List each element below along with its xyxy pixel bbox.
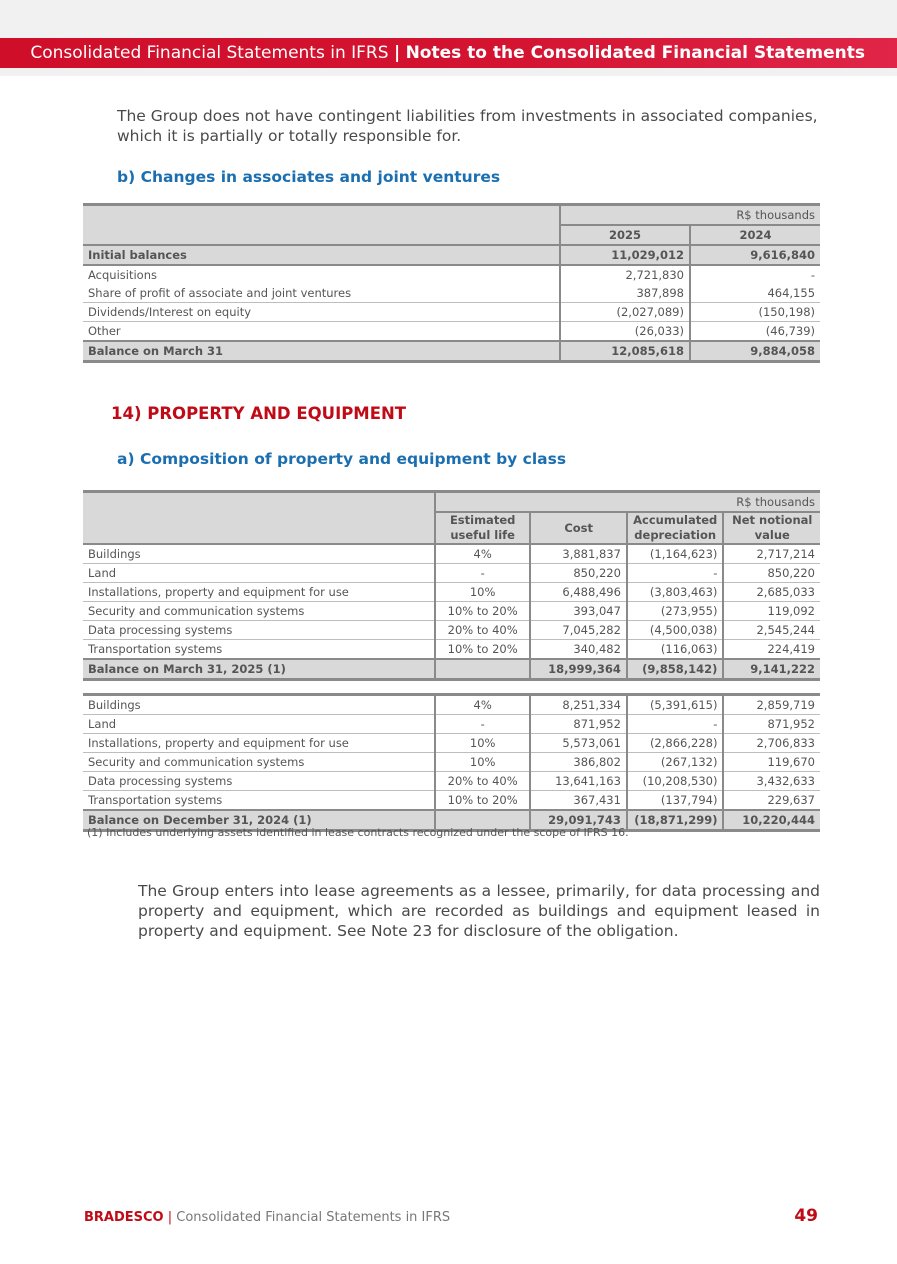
row-label: Share of profit of associate and joint ventures [83, 284, 560, 303]
row-useful-life: - [435, 715, 531, 734]
row-label: Other [88, 323, 121, 338]
row-useful-life [435, 659, 531, 680]
row-depreciation: (3,803,463) [627, 583, 724, 602]
table-row [83, 734, 820, 753]
row-net-value: 850,220 [723, 564, 820, 583]
table-row [83, 265, 820, 284]
row-net-value: 3,432,633 [723, 772, 820, 791]
row-cost: 850,220 [530, 564, 627, 583]
unit-label: R$ thousands [560, 205, 820, 226]
table-row [83, 564, 820, 583]
header-blank-cell [83, 492, 435, 545]
row-value-2024: 9,884,058 [690, 341, 820, 362]
row-net-value: 10,220,444 [723, 810, 820, 831]
page-number: 49 [794, 1206, 818, 1226]
row-value-2025: 387,898 [560, 284, 690, 303]
footer-brand: BRADESCO [84, 1210, 164, 1225]
header-blank-cell [83, 205, 560, 246]
row-net-value: 2,545,244 [723, 621, 820, 640]
table-row [83, 322, 820, 342]
row-useful-life: 10% [435, 753, 531, 772]
row-depreciation: (1,164,623) [627, 544, 724, 564]
table-row [83, 621, 820, 640]
row-value-2025: (26,033) [560, 322, 690, 342]
row-depreciation: (18,871,299) [627, 810, 724, 831]
row-label: Installations, property and equipment for use [83, 734, 435, 753]
table-total-row [83, 341, 820, 362]
row-cost: 3,881,837 [530, 544, 627, 564]
row-label: Security and communication systems [83, 753, 435, 772]
row-value-2024: 464,155 [690, 284, 820, 303]
table-row [83, 715, 820, 734]
row-label: Buildings [83, 695, 435, 715]
row-label: Security and communication systems [83, 602, 435, 621]
table-row [83, 640, 820, 660]
property-table-2024 [83, 693, 820, 832]
section-14a-title: a) Composition of property and equipment by class [117, 450, 567, 468]
row-depreciation: (4,500,038) [627, 621, 724, 640]
table-row [83, 753, 820, 772]
row-label: Transportation systems [88, 792, 223, 807]
table-row [83, 695, 820, 715]
row-useful-life: 10% [435, 734, 531, 753]
row-cost: 367,431 [530, 791, 627, 811]
row-value-2024: 9,616,840 [690, 245, 820, 265]
row-net-value: 119,670 [723, 753, 820, 772]
row-useful-life: 10% to 20% [435, 640, 531, 660]
row-value-2025: 11,029,012 [560, 245, 690, 265]
row-net-value: 2,859,719 [723, 695, 820, 715]
top-band [0, 0, 897, 38]
row-label: Balance on March 31 [83, 341, 560, 362]
table-header-unit-row [83, 205, 820, 226]
row-cost: 340,482 [530, 640, 627, 660]
row-cost: 7,045,282 [530, 621, 627, 640]
table-row [83, 791, 820, 811]
row-label: Land [83, 564, 435, 583]
table-row [83, 284, 820, 303]
row-net-value: 871,952 [723, 715, 820, 734]
row-net-value: 2,685,033 [723, 583, 820, 602]
row-label: Transportation systems [88, 641, 223, 656]
col-header-net-value: Net notional value [723, 512, 820, 544]
footer [84, 1210, 450, 1225]
table-footnote: (1) Includes underlying assets identified in lease contracts recognized under the scope of IFRS 16. [87, 826, 629, 839]
row-label: Data processing systems [83, 621, 435, 640]
intro-paragraph: The Group does not have contingent liabilities from investments in associated companies, which it is partially or totally responsible for. [117, 107, 818, 145]
row-cost: 29,091,743 [530, 810, 627, 831]
row-useful-life: 10% to 20% [435, 791, 531, 811]
row-value-2025: 2,721,830 [560, 265, 690, 284]
col-header-depreciation: Accumulated depreciation [627, 512, 724, 544]
section-14-title: 14) PROPERTY AND EQUIPMENT [111, 404, 407, 423]
row-net-value: 2,717,214 [723, 544, 820, 564]
row-depreciation: (9,858,142) [627, 659, 724, 680]
row-net-value: 224,419 [723, 640, 820, 660]
row-net-value: 9,141,222 [723, 659, 820, 680]
row-net-value: 119,092 [723, 602, 820, 621]
row-cost: 393,047 [530, 602, 627, 621]
table-header-unit-row [83, 492, 820, 513]
row-depreciation: (137,794) [627, 791, 724, 811]
footer-separator: | [167, 1210, 173, 1225]
row-depreciation: - [627, 564, 724, 583]
row-net-value: 229,637 [723, 791, 820, 811]
section-b-title: b) Changes in associates and joint ventures [117, 168, 501, 186]
row-useful-life: 4% [435, 695, 531, 715]
row-cost: 386,802 [530, 753, 627, 772]
row-cost: 6,488,496 [530, 583, 627, 602]
row-depreciation: - [627, 715, 724, 734]
row-label: Dividends/Interest on equity [83, 303, 560, 322]
col-header-cost: Cost [530, 512, 627, 544]
row-label: Buildings [83, 544, 435, 564]
row-depreciation: (116,063) [627, 640, 724, 660]
row-label: Installations, property and equipment for use [83, 583, 435, 602]
row-useful-life: 10% [435, 583, 531, 602]
row-depreciation: (273,955) [627, 602, 724, 621]
property-table-2025 [83, 490, 820, 681]
row-cost: 13,641,163 [530, 772, 627, 791]
col-header-useful-life: Estimated useful life [435, 512, 531, 544]
table-row [83, 602, 820, 621]
row-useful-life: - [435, 564, 531, 583]
footer-text: Consolidated Financial Statements in IFRS [176, 1210, 451, 1225]
row-label: Balance on March 31, 2025 (1) [83, 659, 435, 680]
row-value-2024: - [690, 265, 820, 284]
row-cost: 18,999,364 [530, 659, 627, 680]
col-header-2025: 2025 [560, 225, 690, 245]
row-depreciation: (267,132) [627, 753, 724, 772]
row-value-2025: 12,085,618 [560, 341, 690, 362]
row-useful-life: 20% to 40% [435, 772, 531, 791]
table-row [83, 245, 820, 265]
associates-table [83, 203, 820, 363]
row-depreciation: (2,866,228) [627, 734, 724, 753]
row-net-value: 2,706,833 [723, 734, 820, 753]
row-useful-life: 20% to 40% [435, 621, 531, 640]
row-depreciation: (5,391,615) [627, 695, 724, 715]
row-useful-life: 10% to 20% [435, 602, 531, 621]
row-label: Balance on December 31, 2024 (1) [83, 810, 435, 831]
header-banner [0, 38, 897, 68]
row-cost: 5,573,061 [530, 734, 627, 753]
row-label: Data processing systems [83, 772, 435, 791]
row-label: Acquisitions [88, 267, 157, 282]
row-depreciation: (10,208,530) [627, 772, 724, 791]
lease-paragraph: The Group enters into lease agreements as a lessee, primarily, for data processing and property and equipment, which are recorded as buildings and equipment leased in property and equipment. See Note 23 for disclosure of the obligation. [138, 882, 820, 940]
header-separator: | [393, 43, 401, 63]
row-value-2024: (46,739) [690, 322, 820, 342]
row-useful-life: 4% [435, 544, 531, 564]
table-row [83, 583, 820, 602]
table-total-row [83, 659, 820, 680]
table-row [83, 303, 820, 322]
header-underband [0, 68, 897, 76]
col-header-2024: 2024 [690, 225, 820, 245]
row-cost: 871,952 [530, 715, 627, 734]
header-left: Consolidated Financial Statements in IFRS [30, 43, 389, 63]
row-value-2024: (150,198) [690, 303, 820, 322]
row-cost: 8,251,334 [530, 695, 627, 715]
header-right: Notes to the Consolidated Financial Statements [405, 43, 865, 63]
row-value-2025: (2,027,089) [560, 303, 690, 322]
unit-label: R$ thousands [435, 492, 820, 513]
table-row [83, 544, 820, 564]
table-row [83, 772, 820, 791]
row-label: Initial balances [83, 245, 560, 265]
row-label: Land [83, 715, 435, 734]
